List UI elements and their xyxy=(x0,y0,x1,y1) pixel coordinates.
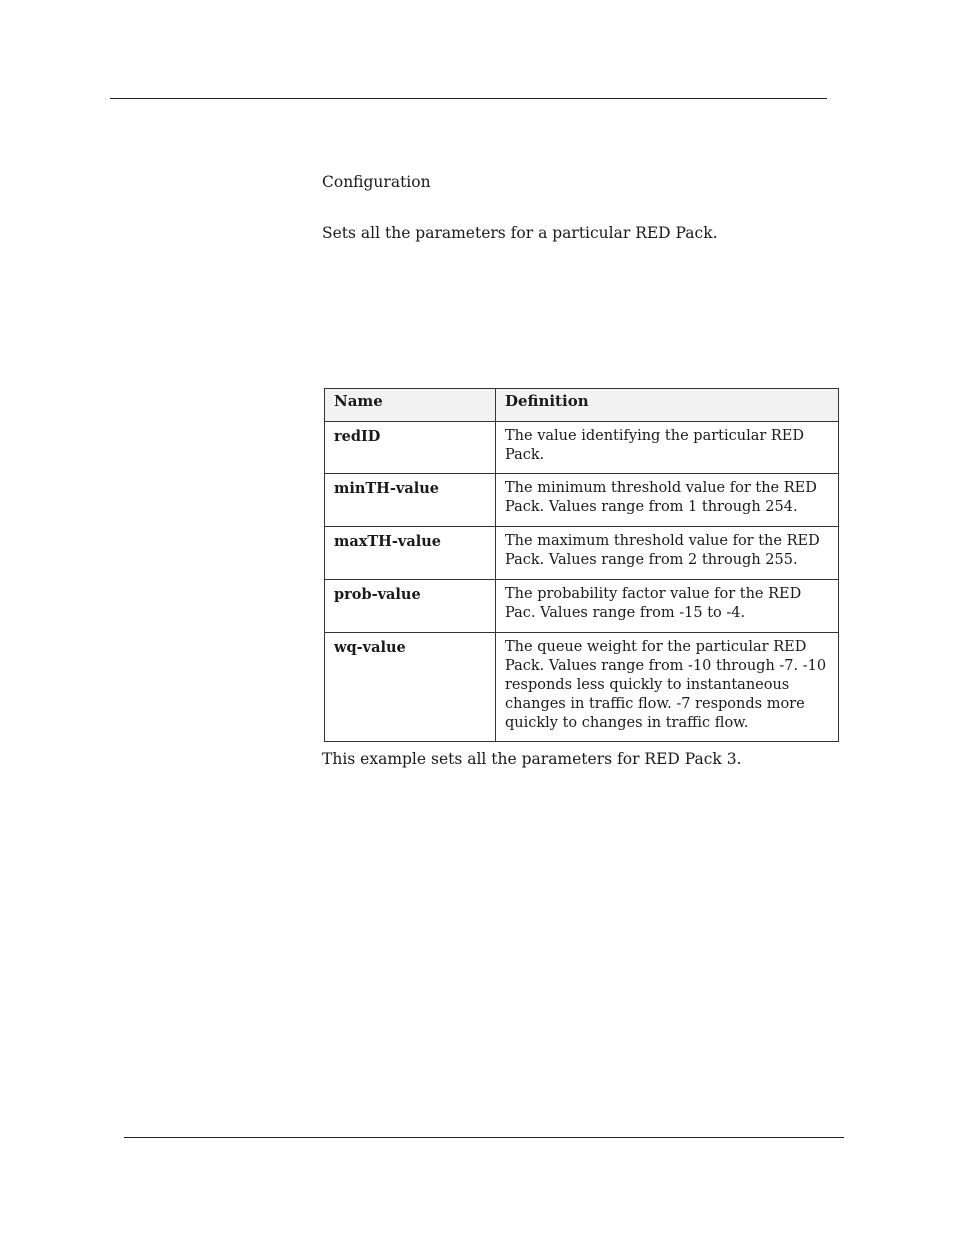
command-description: Sets all the parameters for a particular RED Pack. xyxy=(322,224,718,242)
table-row xyxy=(325,633,839,742)
param-definition: The minimum threshold value for the RED Pack. Values range from 1 through 254. xyxy=(496,474,839,527)
header-rule xyxy=(110,98,827,99)
table-row xyxy=(325,474,839,527)
param-name: wq-value xyxy=(325,633,496,742)
table-row xyxy=(325,580,839,633)
param-definition: The maximum threshold value for the RED Pack. Values range from 2 through 255. xyxy=(496,527,839,580)
table-row xyxy=(325,527,839,580)
param-definition: The probability factor value for the RED Pac. Values range from -15 to -4. xyxy=(496,580,839,633)
param-name: minTH-value xyxy=(325,474,496,527)
parameters-table xyxy=(324,388,839,742)
table-header-row xyxy=(325,389,839,422)
column-header-definition: Definition xyxy=(496,389,839,422)
example-text: This example sets all the parameters for RED Pack 3. xyxy=(322,750,742,768)
param-name: prob-value xyxy=(325,580,496,633)
footer-rule xyxy=(124,1137,844,1138)
param-definition: The value identifying the particular RED Pack. xyxy=(496,422,839,474)
table-row xyxy=(325,422,839,474)
column-header-name: Name xyxy=(325,389,496,422)
param-definition: The queue weight for the particular RED Pack. Values range from -10 through -7. -10 responds less quickly to instantaneous changes in traffic flow. -7 responds more quickly to changes in traffic flow. xyxy=(496,633,839,742)
param-name: maxTH-value xyxy=(325,527,496,580)
command-mode: Configuration xyxy=(322,173,431,191)
param-name: redID xyxy=(325,422,496,474)
